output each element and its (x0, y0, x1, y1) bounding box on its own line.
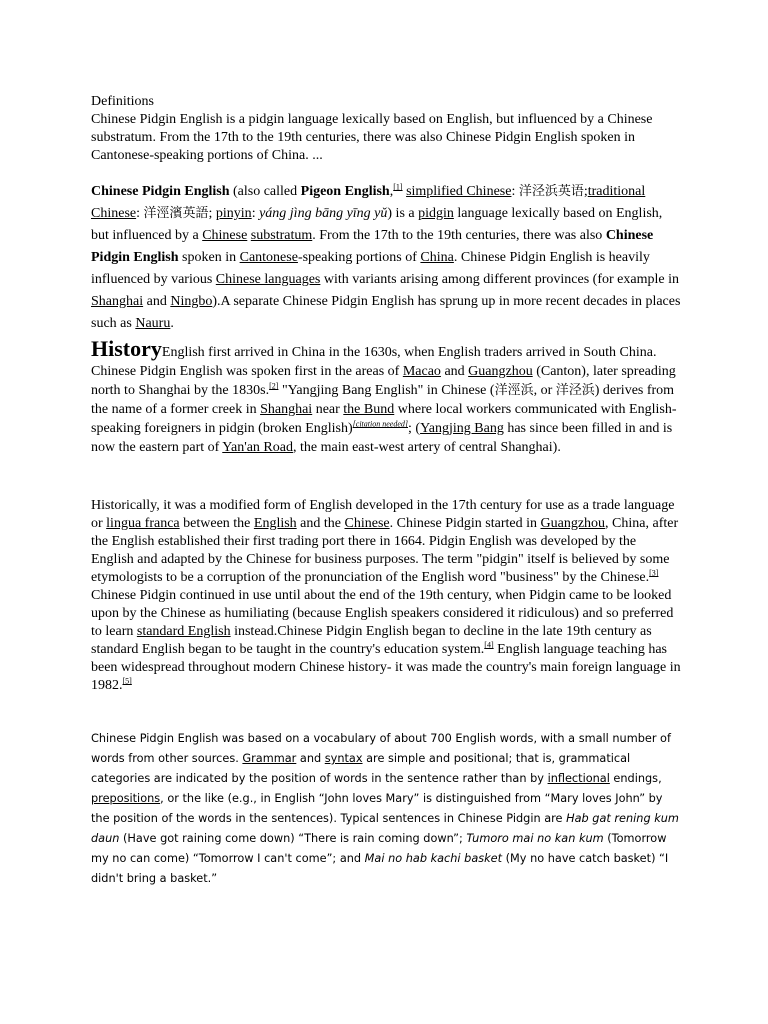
pidgin-link[interactable]: pidgin (418, 206, 454, 221)
china-link[interactable]: China (420, 250, 454, 265)
text-run: : (511, 184, 519, 199)
text-run: Chinese Pidgin English was based on a vocabulary of about 700 English words, with a small number of words from other sources. (91, 732, 671, 765)
text-run: and (296, 752, 325, 765)
standard-english-link[interactable]: standard English (136, 624, 231, 639)
text-run: ) is a (387, 206, 419, 221)
text-run: (Have got raining come down) “There is rain coming down”; (119, 832, 467, 845)
text-run: (Canton), later spreading north to Shanghai by the 1830s. (91, 364, 676, 398)
text-run: ) derives from the name of a former creek in (91, 383, 675, 417)
text-run: where local workers communicated with English-speaking foreigners in pidgin (broken English) (91, 402, 677, 436)
guangzhou-link[interactable]: Guangzhou (540, 516, 606, 531)
pinyin-text: yáng jìng bāng yīng yǔ (259, 206, 388, 221)
chinese-languages-link[interactable]: Chinese languages (215, 272, 321, 287)
shanghai-link[interactable]: Shanghai (91, 294, 144, 309)
shanghai-link[interactable]: Shanghai (260, 402, 313, 417)
text-run: , the main east-west artery of central Shanghai). (292, 440, 561, 455)
term-bold-2: Chinese Pidgin English (91, 228, 654, 265)
text-run: , China, after the English established their first trading port there in 1664. Pidgin English was developed by the English and adapted by the Chinese for business purposes. The term "pidgin" itself is believed by some etymologists to be a corruption of the pronunciation of the English word "business" by the Chinese. (91, 516, 679, 585)
text-run: : (251, 206, 260, 221)
example-sentence-2: Tumoro mai no kan kum (466, 832, 604, 845)
text-run: , or (533, 383, 556, 398)
text-run: : (136, 206, 144, 221)
text-run: language lexically based on English, but influenced by a (91, 206, 663, 243)
text-run: ; (583, 184, 588, 199)
text-run: and the (296, 516, 345, 531)
text-run: . From the 17th to the 19th centuries, there was also (312, 228, 606, 243)
ningbo-link[interactable]: Ningbo (170, 294, 213, 309)
text-run: has since been filled in and is now the eastern part of (91, 421, 673, 455)
intro-paragraph: Chinese Pidgin English (also called Pigeon English,[1] simplified Chinese: 洋泾浜英语;traditional Chinese: 洋涇濱英語; pinyin: yáng jìng bāng yīng yǔ) is a pidgin language lexically based on English, but influenced by a Chinese substratum. From the 17th to the 19th centuries, there was also Chinese Pidgin English spoken in Cantonese-speaking portions of China. Chinese Pidgin English is heavily influenced by various Chinese languages with variants arising among different provinces (for example in Shanghai and Ningbo).A separate Chinese Pidgin English has sprung up in more recent decades in places such as Nauru. (91, 182, 681, 331)
text-run: English language teaching has been widespread throughout modern Chinese history- it was made the country's main foreign language in 1982. (91, 642, 681, 693)
text-run: . (170, 316, 174, 331)
text-run: (Tomorrow my no can come) “Tomorrow I can't come”; and (91, 832, 667, 865)
ref-1-link[interactable]: [1] (393, 182, 403, 192)
text-run: and (143, 294, 171, 309)
text-run: endings, (609, 772, 662, 785)
macao-link[interactable]: Macao (402, 364, 441, 379)
traditional-text: 洋涇濱英語 (143, 206, 209, 221)
yanan-road-link[interactable]: Yan'an Road (222, 440, 293, 455)
alt-name-bold: Pigeon English (300, 184, 390, 199)
text-run: , or the like (e.g., in English “John loves Mary” is distinguished from “Mary loves John” by the position of the words in the sentences). Typical sentences in Chinese Pidgin are (91, 792, 663, 825)
text-run: between the (179, 516, 254, 531)
text-run: . Chinese Pidgin English is heavily influenced by various (91, 250, 650, 287)
ref-4-link[interactable]: [4] (484, 640, 494, 650)
nauru-link[interactable]: Nauru (135, 316, 171, 331)
yangjing-bang-link[interactable]: Yangjing Bang (420, 421, 504, 436)
text-run: (also called (229, 184, 301, 199)
grammar-link[interactable]: Grammar (242, 752, 297, 765)
definitions-text: Chinese Pidgin English is a pidgin language lexically based on English, but influenced by a Chinese substratum. From the 17th to the 19th centuries, there was also Chinese Pidgin English spoken in Cantonese-speaking portions of China. ... (91, 112, 653, 163)
text-run: ).A separate Chinese Pidgin English has sprung up in more recent decades in places such as (91, 294, 681, 331)
lingua-franca-link[interactable]: lingua franca (106, 516, 180, 531)
historically-paragraph (91, 497, 681, 695)
vocabulary-paragraph (91, 729, 683, 889)
ref-5-link[interactable]: [5] (122, 676, 132, 686)
text-run: and (440, 364, 469, 379)
english-link[interactable]: English (253, 516, 297, 531)
term-bold: Chinese Pidgin English (91, 184, 230, 199)
the-bund-link[interactable]: the Bund (343, 402, 395, 417)
text-run: (My no have catch basket) “I didn't bring a basket.” (91, 852, 669, 885)
ref-3-link[interactable]: [3] (649, 568, 659, 578)
chinese-link[interactable]: Chinese (202, 228, 248, 243)
traditional-chinese-link[interactable]: traditional Chinese (91, 184, 646, 221)
definitions-heading: Definitions (91, 94, 154, 109)
guangzhou-link[interactable]: Guangzhou (468, 364, 533, 379)
text-run: Chinese Pidgin continued in use until about the end of the 19th century, when Pidgin came to be looked upon by the Chinese as humiliating (because English speakers considered it ridiculous) and so preferred to learn (91, 588, 674, 639)
chinese-link[interactable]: Chinese (344, 516, 390, 531)
example-sentence-1: Hab gat rening kum daun (91, 812, 679, 845)
simplified-chinese-link[interactable]: simplified Chinese (406, 184, 512, 199)
ref-2-link[interactable]: [2] (269, 381, 279, 391)
text-run: ; ( (408, 421, 421, 436)
citation-needed-link[interactable]: [citation needed] (352, 419, 408, 429)
text-run: Historically, it was a modified form of English developed in the 17th century for use as a trade language or (91, 498, 675, 531)
text-run: ; (208, 206, 216, 221)
chinese-name-1: 洋涇浜 (494, 383, 534, 398)
history-paragraph (91, 338, 681, 457)
text-run: "Yangjing Bang English" in Chinese ( (278, 383, 495, 398)
cantonese-link[interactable]: Cantonese (239, 250, 298, 265)
text-run: -speaking portions of (297, 250, 421, 265)
inflectional-link[interactable]: inflectional (547, 772, 610, 785)
simplified-text: 洋泾浜英语 (518, 184, 584, 199)
text-run: near (312, 402, 344, 417)
chinese-name-2: 洋泾浜 (555, 383, 595, 398)
substratum-link[interactable]: substratum (250, 228, 313, 243)
history-heading: History (91, 336, 162, 361)
text-run: spoken in (178, 250, 240, 265)
definitions-section (91, 93, 681, 165)
syntax-link[interactable]: syntax (324, 752, 363, 765)
text-run: with variants arising among different provinces (for example in (320, 272, 679, 287)
text-run: . Chinese Pidgin started in (389, 516, 541, 531)
prepositions-link[interactable]: prepositions (91, 792, 161, 805)
text-run: instead.Chinese Pidgin English began to decline in the late 19th century as standard English began to be taught in the country's education system. (91, 624, 652, 657)
example-sentence-3: Mai no hab kachi basket (364, 852, 503, 865)
pinyin-link[interactable]: pinyin (215, 206, 252, 221)
text-run: are simple and positional; that is, grammatical categories are indicated by the position of words in the sentence rather than by (91, 752, 631, 785)
text-run: English first arrived in China in the 1630s, when English traders arrived in South China. Chinese Pidgin English was spoken first in the areas of (91, 345, 657, 379)
